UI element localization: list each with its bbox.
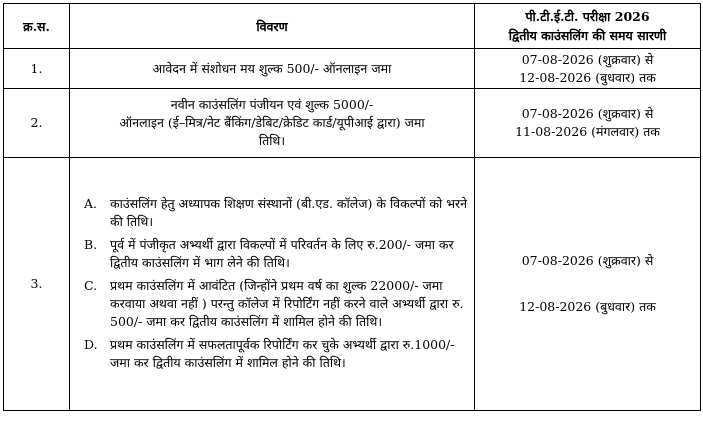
table-row (4, 49, 701, 89)
counselling-schedule-table (3, 3, 701, 411)
sub-item-text: प्रथम काउंसलिंग में सफलतापूर्वक रिपोर्टिंग कर चुके अभ्यर्थी द्वारा रु.1000/- जमा कर द्वितीय काउंसलिंग में शामिल होने की तिथि। (110, 337, 455, 370)
row-date-end: 12-08-2026 (बुधवार) तक (519, 69, 656, 85)
row-serial: 1. (4, 49, 70, 89)
sub-item-text: काउंसलिंग हेतु अध्यापक शिक्षण संस्थानों (बी.एड. कॉलेज) के विकल्पों को भरने की तिथि। (110, 196, 468, 229)
sub-item-text: पूर्व में पंजीकृत अभ्यर्थी द्वारा विकल्पों में परिवर्तन के लिए रु.200/- जमा कर द्वितीय काउंसलिंग में भाग लेने की तिथि। (110, 237, 454, 270)
row-date-start: 07-08-2026 (शुक्रवार) से (521, 253, 654, 268)
row-date (475, 158, 701, 411)
header-row (4, 4, 701, 49)
row-description: आवेदन में संशोधन मय शुल्क 500/- ऑनलाइन जमा (70, 49, 475, 89)
row-description (70, 158, 475, 411)
sub-item-letter: A. (84, 196, 98, 211)
sub-item-letter: B. (84, 237, 98, 252)
row-serial: 3. (4, 158, 70, 411)
row-date (475, 49, 701, 89)
sub-item (84, 195, 470, 231)
row-description-line: ऑनलाइन (ई–मित्र/नेट बैंकिंग/डेबिट/क्रेडिट कार्ड/यूपीआई द्वारा) जमा (119, 115, 425, 130)
sub-item (84, 336, 470, 372)
row-description-line: तिथि। (258, 133, 286, 148)
table-row (4, 158, 701, 411)
header-description: विवरण (70, 4, 475, 49)
header-schedule-line2: द्वितीय काउंसलिंग की समय सारणी (508, 28, 667, 43)
row-date-start: 07-08-2026 (शुक्रवार) से (521, 106, 654, 121)
row-serial: 2. (4, 89, 70, 158)
row-date-start: 07-08-2026 (शुक्रवार) से (521, 51, 654, 67)
header-serial: क्र.स. (4, 4, 70, 49)
sub-item (84, 236, 470, 272)
sub-item-letter: C. (84, 278, 98, 293)
row-date-end: 12-08-2026 (बुधवार) तक (519, 299, 656, 314)
header-schedule (475, 4, 701, 49)
row-date (475, 89, 701, 158)
row-description-line: नवीन काउंसलिंग पंजीयन एवं शुल्क 5000/- (170, 97, 374, 112)
table-row (4, 89, 701, 158)
sub-item-text: प्रथम काउंसलिंग में आवंटित (जिन्होंने प्रथम वर्ष का शुल्क 22000/- जमा करवाया अथवा नहीं ) परन्तु कॉलेज में रिपोर्टिंग नहीं करने वाले अभ्यर्थी द्वारा रु. 500/- जमा कर द्वितीय काउंसलिंग में शामिल होने की तिथि। (110, 278, 464, 329)
row-description (70, 89, 475, 158)
sub-item-list (70, 191, 474, 372)
header-schedule-line1: पी.टी.ई.टी. परीक्षा 2026 (525, 9, 650, 24)
row-date-end: 11-08-2026 (मंगलवार) तक (515, 124, 660, 139)
sub-item (84, 277, 470, 331)
sub-item-letter: D. (84, 337, 98, 352)
